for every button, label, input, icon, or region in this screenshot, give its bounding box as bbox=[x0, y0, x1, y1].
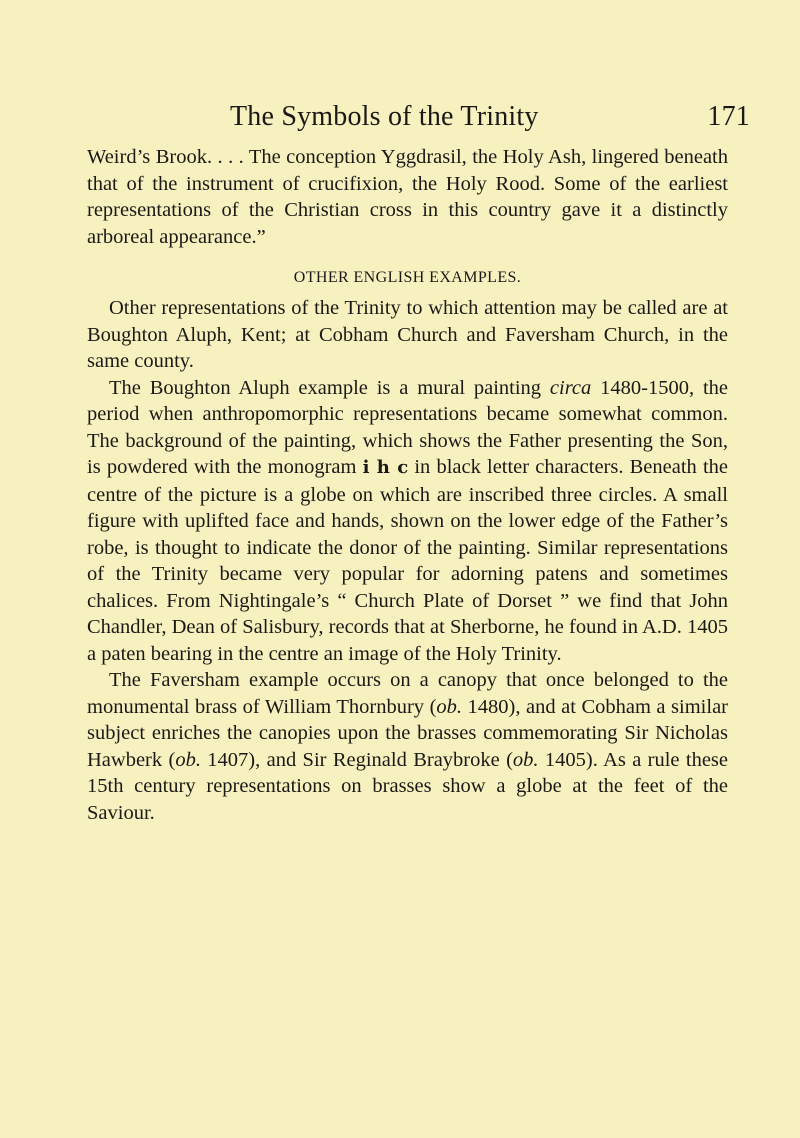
paragraph-4-text-a: The Faversham example occurs on a canopy that once belonged to the monumental brass of William Thornbury ( bbox=[87, 669, 728, 718]
paragraph-2: Other representations of the Trinity to which attention may be called are at Boughton Aluph, Kent; at Cobham Church and Faversham Church, in the same county. bbox=[87, 297, 728, 372]
paragraph-3 bbox=[87, 375, 728, 668]
italic-ob-3: ob. bbox=[512, 748, 539, 771]
paragraph-3-text-c: in black letter characters. Beneath the centre of the picture is a globe on which are inscribed three circles. A small figure with uplifted face and hands, shown on the lower edge of the Father’s robe, is thought to indicate the donor of the painting. Similar representations of the Trinity became very popular for adorning patens and sometimes chalices. From Nightingale’s “ Church Plate of Dorset ” we find that John Chandler, Dean of Salisbury, records that at Sherborne, he found in A.D. 1405 a paten bearing in the centre an image of the Holy Trinity. bbox=[87, 456, 729, 665]
body-text bbox=[87, 144, 728, 826]
italic-circa: circa bbox=[549, 376, 592, 399]
black-letter-monogram: i h c bbox=[362, 457, 409, 478]
italic-ob-2: ob. bbox=[175, 748, 201, 771]
section-heading: OTHER ENGLISH EXAMPLES. bbox=[293, 269, 522, 286]
paragraph-3-text-a: The Boughton Aluph example is a mural painting bbox=[109, 376, 542, 399]
paragraph-4-text-d: 1405). As a rule these 15th century representations on brasses show a globe at the feet of the Saviour. bbox=[87, 748, 729, 824]
running-head bbox=[230, 97, 750, 137]
paragraph-4 bbox=[87, 667, 728, 826]
page-number: 171 bbox=[707, 101, 750, 132]
paragraph-3-text-b: 1480-1500, the period when anthropomorphic representations became somewhat common. The background of the painting, which shows the Father presenting the Son, is powdered with the monogram bbox=[87, 376, 729, 478]
paragraph-4-text-c: 1407), and Sir Reginald Braybroke ( bbox=[200, 748, 513, 771]
paragraph-1: Weird’s Brook. . . . The conception Yggdrasil, the Holy Ash, lingered beneath that of the instrument of crucifixion, the Holy Rood. Some of the earliest representations of the Christian cross in this country gave it a distinctly arboreal appearance.” bbox=[87, 146, 728, 248]
paragraph-4-text-b: 1480), and at Cobham a similar subject enriches the canopies upon the brasses commemorating Sir Nicholas Hawberk ( bbox=[87, 695, 728, 771]
italic-ob-1: ob. bbox=[436, 695, 463, 718]
running-title: The Symbols of the Trinity bbox=[230, 101, 539, 132]
